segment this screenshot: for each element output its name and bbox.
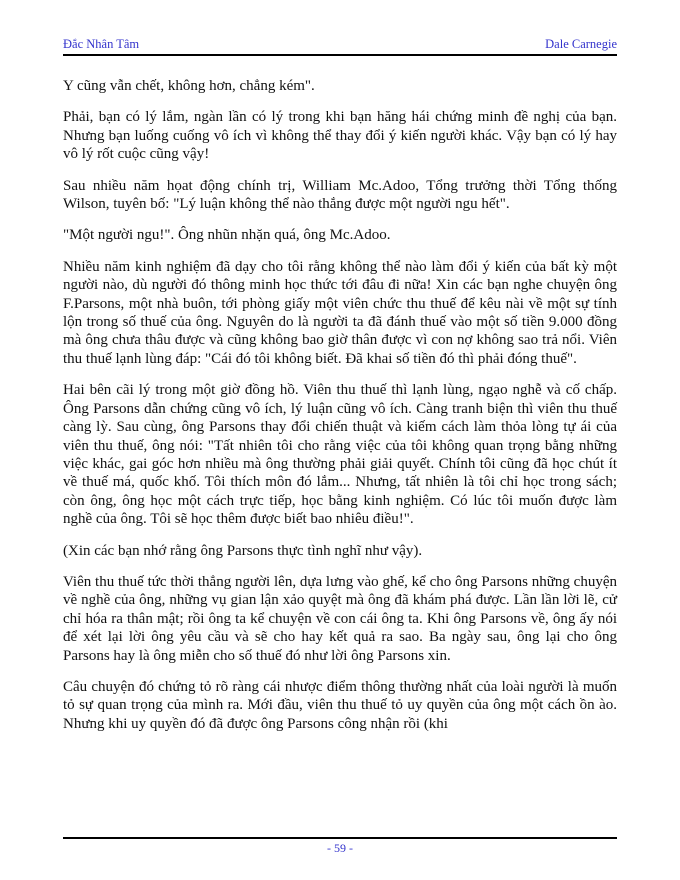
paragraph: (Xin các bạn nhớ rằng ông Parsons thực tình nghĩ như vậy). bbox=[63, 542, 423, 559]
paragraph: Sau nhiều năm họat động chính trị, William Mc.Adoo, Tổng trưởng thời Tổng thống Wilson, tuyên bố: "Lý luận không thể nào thắng được một người ngu hết". bbox=[63, 177, 617, 213]
page-header bbox=[63, 37, 617, 56]
page-body-text bbox=[63, 77, 617, 746]
page-number: - 59 - bbox=[327, 841, 353, 855]
paragraph: Nhiều năm kinh nghiệm đã dạy cho tôi rằng không thể nào làm đổi ý kiến của bất kỳ một người nào, dù người đó thông minh học thức tới đâu đi nữa! Xin các bạn nghe chuyện ông F.Parsons, một nhà buôn, tới phòng giấy một viên chức thu thuế để kêu nài về một sự tính lộn trong số thuế của ông. Nguyên do là người ta đã đánh thuế vào một số tiền 9.000 đồng mà ông chưa thâu được và cũng không bao giờ thân được vì con nợ không sao trả nổi. Viên thu thuế lạnh lùng đáp: "Cái đó tôi không biết. Đã khai số tiền đó thì phải đóng thuế". bbox=[63, 258, 617, 367]
paragraph: Hai bên cãi lý trong một giờ đồng hồ. Viên thu thuế thì lạnh lùng, ngạo nghễ và cố chấp. Ông Parsons dẫn chứng cũng vô ích, lý luận cũng vô ích. Càng tranh biện thì viên thu thuế càng lỳ. Sau cùng, ông Parsons thay đổi chiến thuật và kiếm cách làm thỏa lòng tự ái của viên thu thuế, ông nói: "Tất nhiên tôi cho rằng việc của tôi không quan trọng bằng những việc khác, gai góc hơn nhiều mà ông thường phải giải quyết. Chính tôi cũng đã học chút ít về thuế má, quốc khố. Tôi thích môn đó lắm... Nhưng, tất nhiên là tôi chỉ học trong sách; còn ông, ông học một cách trực tiếp, học bằng kinh nghiệm. Có lúc tôi muốn được làm nghề của ông. Tôi sẽ học thêm được biết bao nhiêu điều!". bbox=[63, 382, 617, 528]
paragraph: Y cũng vẫn chết, không hơn, chẳng kém". bbox=[63, 78, 315, 94]
paragraph: Viên thu thuế tức thời thẳng người lên, dựa lưng vào ghế, kể cho ông Parsons những chuyện về nghề của ông, những vụ gian lận xảo quyệt mà ông đã khám phá được. Lần lần lời lẽ, cử chỉ hóa ra thân mật; rồi ông ta kể chuyện về con cái ông ta. Khi ông Parsons về, ông ấy nói để xét lại lời ông yêu cầu và sẽ cho hay kết quả ra sao. Ba ngày sau, ông lại cho ông Parsons hay là ông miễn cho số thuế đó như lời ông Parsons xin. bbox=[63, 573, 617, 664]
header-author-name: Dale Carnegie bbox=[545, 37, 617, 51]
page-footer bbox=[63, 837, 617, 856]
paragraph: Câu chuyện đó chứng tỏ rõ ràng cái nhược điểm thông thường nhất của loài người là muốn tỏ sự quan trọng của mình ra. Mới đầu, viên thu thuế tỏ uy quyền của ông một cách ồn ào. Nhưng khi uy quyền đó đã được ông Parsons công nhận rồi (khi bbox=[63, 678, 617, 732]
header-book-title: Đắc Nhân Tâm bbox=[63, 37, 140, 51]
paragraph: "Một người ngu!". Ông nhũn nhặn quá, ông Mc.Adoo. bbox=[63, 227, 391, 244]
paragraph: Phải, bạn có lý lắm, ngàn lần có lý trong khi bạn hăng hái chứng minh đề nghị của bạn. Nhưng bạn luống cuống vô ích vì không thể thay đổi ý kiến người khác. Vậy bạn có lý hay vô lý rốt cuộc cũng vậy! bbox=[63, 109, 617, 163]
